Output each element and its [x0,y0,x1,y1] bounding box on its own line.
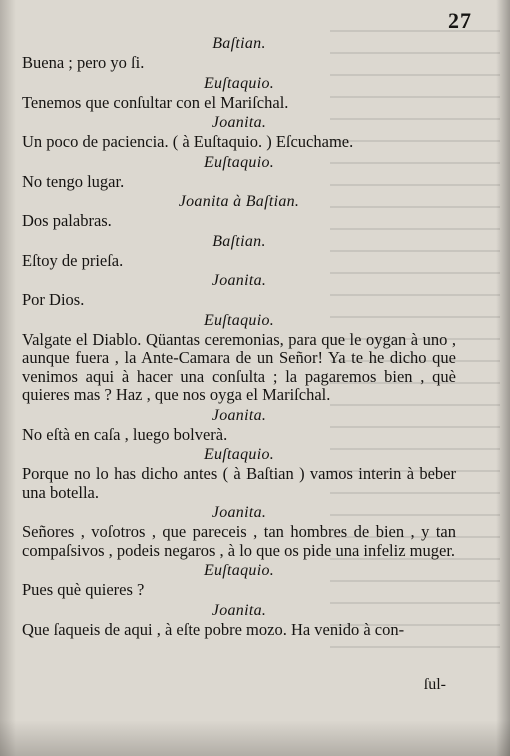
speaker-name: Baſtian. [212,232,266,250]
speech-line: Un poco de paciencia. ( à Euſtaquio. ) Eſcuchame. [22,132,354,151]
speech-paragraph: Porque no lo has dicho antes ( à Baſtian ) vamos interin à beber una botella. [22,464,456,502]
speech-line: No tengo lugar. [22,171,125,191]
speaker-name: Joanita à Baſtian. [178,193,300,210]
speech-line: Que ſaqueis de aqui , à eſte pobre mozo. Ha venido à con- [22,619,405,639]
speaker-name: Joanita. [211,406,267,424]
dialogue-body [22,34,456,640]
speech-line: Buena ; pero yo ſi. [22,53,145,72]
catchword: ſul- [423,676,446,693]
speech-line: Tenemos que conſultar con el Mariſchal. [22,92,289,112]
speech-paragraph: Señores , voſotros , que pareceis , tan hombres de bien , y tan compaſsivos , podeis negaros , à lo que os pide una infeliz muger. [22,522,456,560]
speech-line: No eſtà en caſa , luego bolverà. [22,424,228,444]
speaker-name: Baſtian. [212,35,266,52]
speaker-name: Euſtaquio. [203,446,275,463]
speech-line: Dos palabras. [22,211,112,230]
speaker-name: Joanita. [211,272,267,289]
speech-line: Por Dios. [22,290,85,309]
speech-paragraph: Valgate el Diablo. Qüantas ceremonias, para que le oygan à uno , aunque fuera , la Ante-Camara de un Señor! Ya te he dicho que venimos aqui à hacer una conſulta ; la pagaremos bien , què quieres mas ? Haz , que nos oyga el Mariſchal. [22,329,456,404]
speaker-name: Joanita. [211,504,267,521]
speaker-name: Euſtaquio. [203,153,275,171]
speaker-name: Euſtaquio. [203,74,275,92]
page-number: 27 [448,8,472,33]
speaker-name: Joanita. [211,114,267,131]
speech-line: Pues què quieres ? [22,580,145,599]
speaker-name: Euſtaquio. [203,562,275,579]
speech-line: Eſtoy de prieſa. [22,250,124,270]
speaker-name: Joanita. [211,601,267,619]
speaker-name: Euſtaquio. [203,311,275,329]
